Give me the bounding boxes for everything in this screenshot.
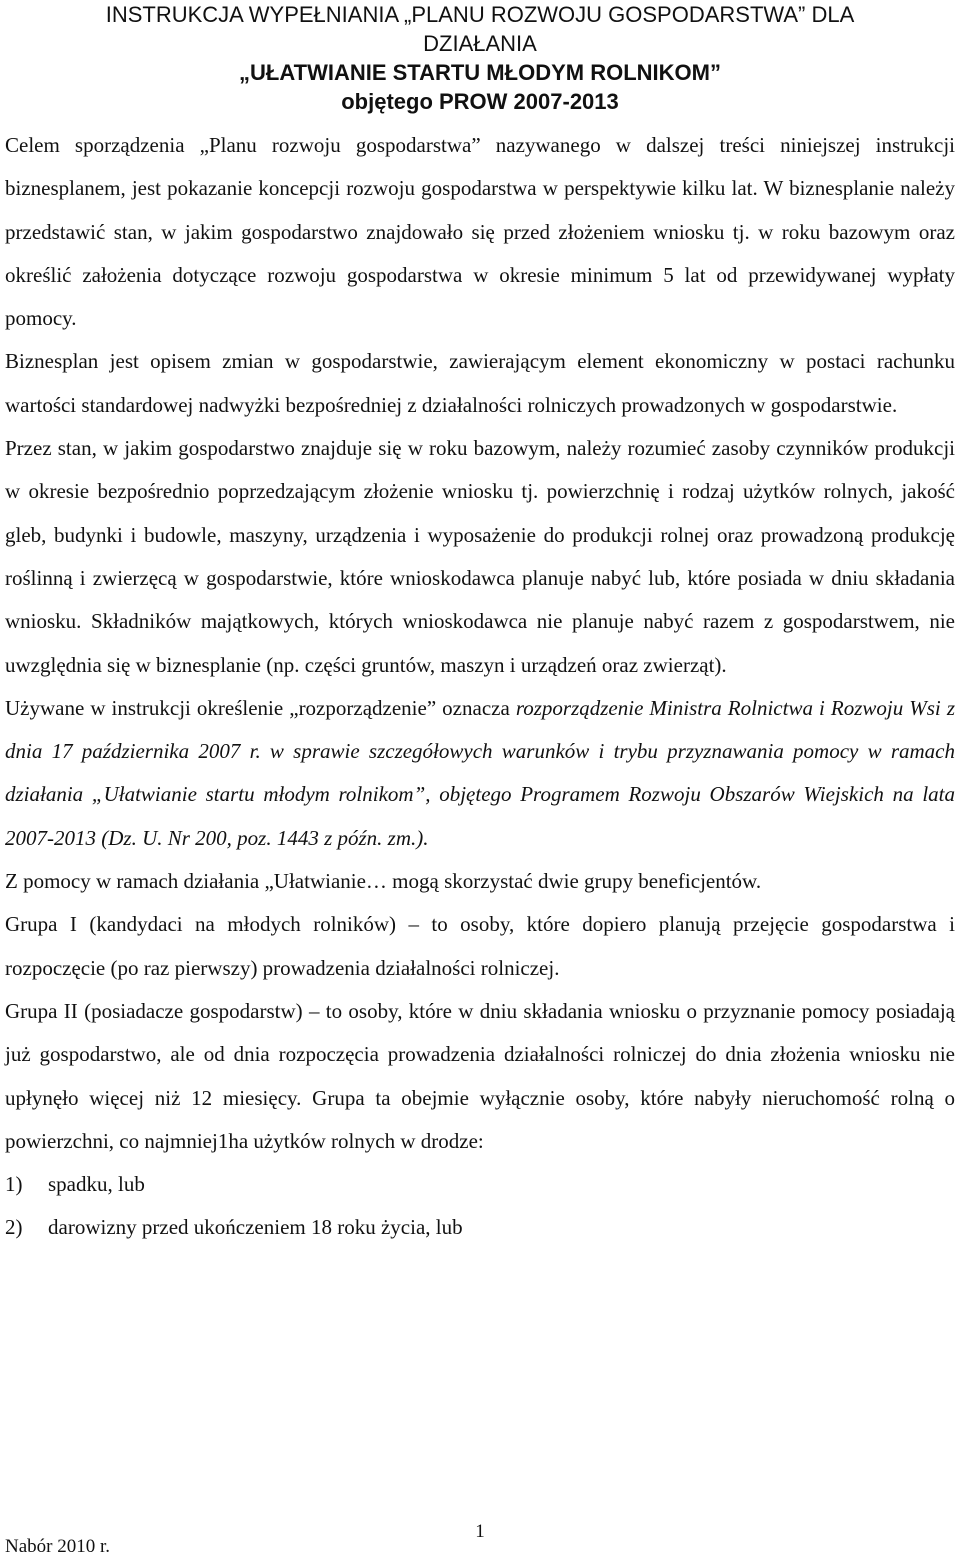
regulation-title: rozporządzenie Ministra Rolnictwa i Rozwoju Wsi z dnia 17 października 2007 r. w sprawie szczegółowych warunków i trybu przyznawania pomocy w ramach działania „Ułatwianie startu młodym rolnikom”, objętego Programem Rozwoju Obszarów Wiejskich na lata 2007-2013 (Dz. U. Nr 200, poz. 1443 z późn. zm.). xyxy=(5,695,955,850)
list-item-number: 1) xyxy=(5,1172,23,1197)
acquisition-list xyxy=(5,1163,955,1250)
paragraph-business-plan: Biznesplan jest opisem zmian w gospodarstwie, zawierającym element ekonomiczny w postaci rachunku wartości standardowej nadwyżki bezpośredniej z działalności rolniczych prowadzonych w gospodarstwie. xyxy=(5,349,955,417)
list-item-text: darowizny przed ukończeniem 18 roku życia, lub xyxy=(48,1215,463,1240)
regulation-lead: Używane w instrukcji określenie „rozporządzenie” oznacza xyxy=(5,695,516,720)
title-line-4: objętego PROW 2007-2013 xyxy=(341,89,619,114)
paragraph-group-1: Grupa I (kandydaci na młodych rolników) – to osoby, które dopiero planują przejęcie gospodarstwa i rozpoczęcie (po raz pierwszy) prowadzenia działalności rolniczej. xyxy=(5,912,955,980)
list-item-text: spadku, lub xyxy=(48,1172,145,1197)
footer-note: Nabór 2010 r. xyxy=(5,1536,111,1557)
list-item-number: 2) xyxy=(5,1215,23,1240)
page-number: 1 xyxy=(475,1521,485,1542)
list-item xyxy=(5,1163,955,1206)
title-line-2: DZIAŁANIA xyxy=(423,31,537,56)
paragraph-beneficiary-groups: Z pomocy w ramach działania „Ułatwianie… mogą skorzystać dwie grupy beneficjentów. xyxy=(5,869,762,894)
title-line-1: INSTRUKCJA WYPEŁNIANIA „PLANU ROZWOJU GOSPODARSTWA” DLA xyxy=(105,2,855,27)
paragraph-group-2: Grupa II (posiadacze gospodarstw) – to osoby, które w dniu składania wniosku o przyznanie pomocy posiadają już gospodarstwo, ale od dnia rozpoczęcia prowadzenia działalności rolniczej do dnia złożenia wniosku nie upłynęło więcej niż 12 miesięcy. Grupa ta obejmie wyłącznie osoby, które nabyły nieruchomość rolną o powierzchni, co najmniej1ha użytków rolnych w drodze: xyxy=(5,998,955,1153)
paragraph-regulation xyxy=(5,687,955,860)
title-line-3: „UŁATWIANIE STARTU MŁODYM ROLNIKOM” xyxy=(239,60,721,85)
paragraph-intro: Celem sporządzenia „Planu rozwoju gospodarstwa” nazywanego w dalszej treści niniejszej instrukcji biznesplanem, jest pokazanie koncepcji rozwoju gospodarstwa w perspektywie kilku lat. W biznesplanie należy przedstawić stan, w jakim gospodarstwo znajdowało się przed złożeniem wniosku tj. w roku bazowym oraz określić założenia dotyczące rozwoju gospodarstwa w okresie minimum 5 lat od przewidywanej wypłaty pomocy. xyxy=(5,133,955,331)
paragraph-base-year-state: Przez stan, w jakim gospodarstwo znajduje się w roku bazowym, należy rozumieć zasoby czynników produkcji w okresie bezpośrednio poprzedzającym złożenie wniosku tj. powierzchnię i rodzaj użytków rolnych, jakość gleb, budynki i budowle, maszyny, urządzenia i wyposażenie do produkcji rolnej oraz prowadzoną produkcję roślinną i zwierzęcą w gospodarstwie, które wnioskodawca planuje nabyć lub, które posiada w dniu składania wniosku. Składników majątkowych, których wnioskodawca nie planuje nabyć razem z gospodarstwem, nie uwzględnia się w biznesplanie (np. części gruntów, maszyn i urządzeń oraz zwierząt). xyxy=(5,436,955,677)
document-title xyxy=(0,0,960,116)
list-item xyxy=(5,1206,955,1249)
document-body xyxy=(5,124,955,1250)
